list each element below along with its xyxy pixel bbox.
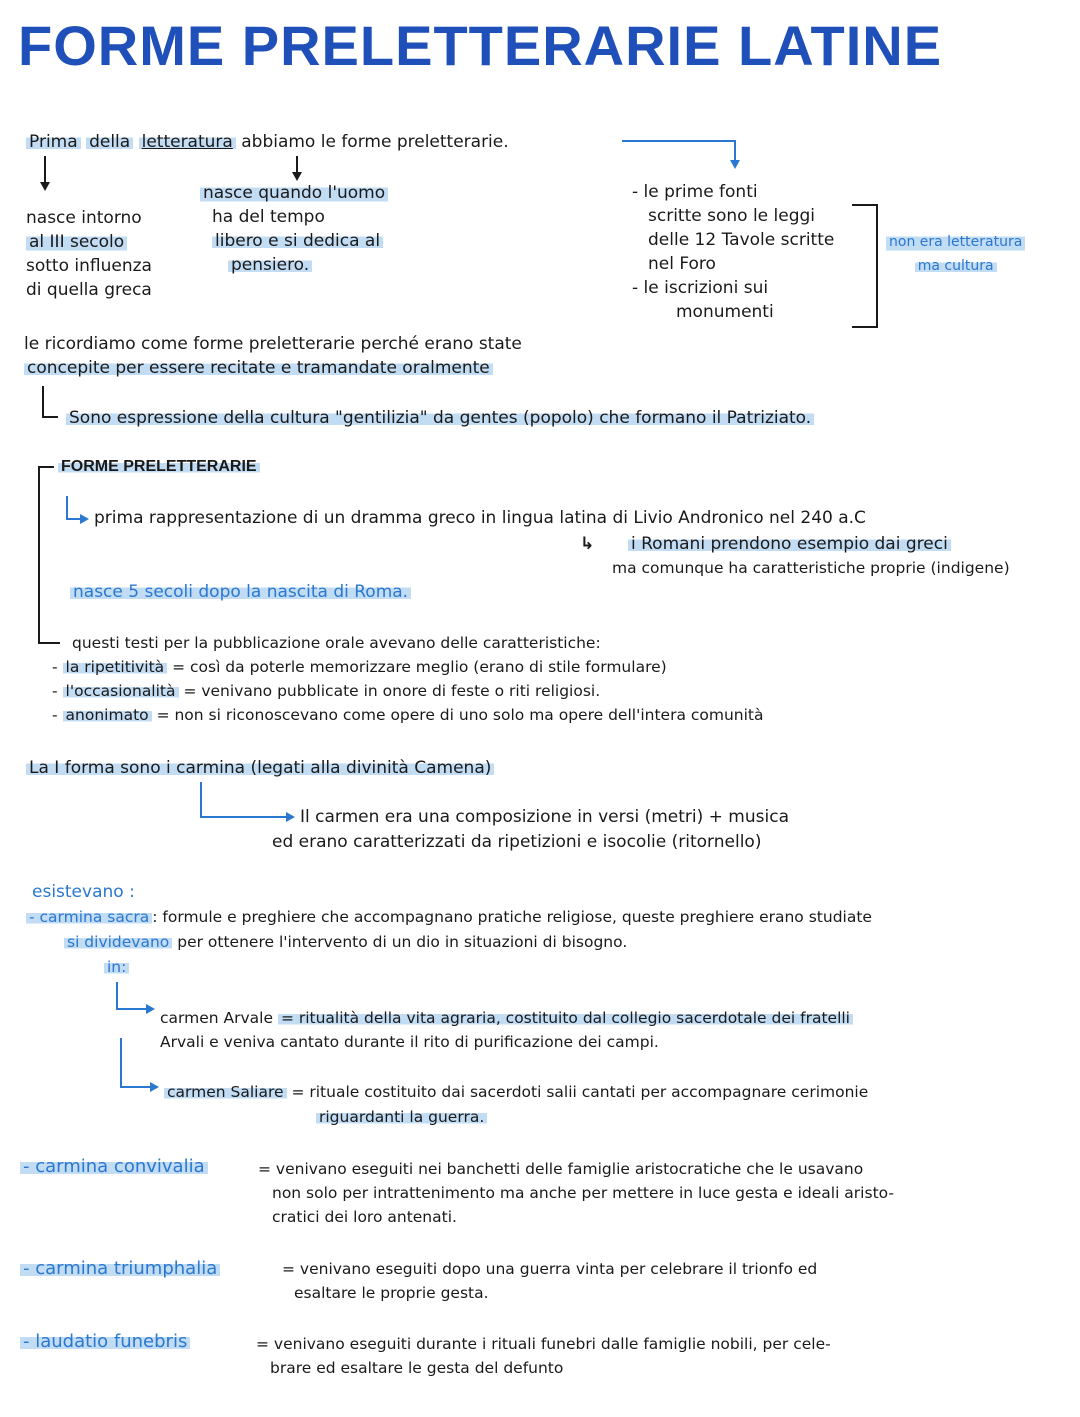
col1-block: [26, 206, 152, 302]
col3-block: [632, 180, 834, 324]
triumphalia-desc: = venivano eseguiti dopo una guerra vinta per celebrare il trionfo ed esaltare le proprie gesta.: [282, 1260, 818, 1302]
col3-note-line: non era letteratura: [886, 230, 1025, 254]
arrow-head-col1: [40, 182, 50, 191]
laudatio-term: - laudatio funebris: [20, 1330, 190, 1354]
col2-line: pensiero.: [200, 253, 388, 277]
arrow-head-col2: [292, 172, 302, 181]
col2-block: [200, 181, 388, 277]
col3-line: delle 12 Tavole scritte: [648, 230, 835, 250]
romani: i Romani prendono esempio dai greci: [628, 532, 951, 556]
arrow-carmen-h: [200, 816, 286, 818]
arvale-line: carmen Arvale = ritualità della vita agraria, costituito dal collegio sacerdotale dei fratelli: [160, 1006, 853, 1030]
arrow-arvale-head: [146, 1004, 155, 1014]
arrow-carmen-v: [200, 782, 202, 818]
caratteristiche-list: [52, 655, 764, 727]
esistevano: esistevano :: [32, 882, 135, 902]
sacra-in: in:: [104, 955, 129, 979]
arrow-testi-h: [38, 642, 60, 644]
carmen-line: Il carmen era una composizione in versi (metri) + musica: [300, 807, 789, 827]
forme-heading: FORME PRELETTERARIE: [58, 458, 260, 476]
arrow-espressione-v: [42, 386, 44, 416]
arrow-down-col1: [44, 156, 46, 182]
col1-line: sotto influenza: [26, 256, 152, 276]
col3-line: - le iscrizioni sui: [632, 278, 769, 298]
rappresentazione: prima rappresentazione di un dramma greco in lingua latina di Livio Andronico nel 240 a.C: [94, 508, 866, 528]
intro-prima: Prima: [26, 132, 81, 152]
arrow-arvale-h: [116, 1008, 146, 1010]
arrow-saliare-head: [150, 1082, 159, 1092]
col3-note: [886, 230, 1025, 278]
arrow-right-col3: [622, 140, 736, 142]
ricordiamo-line: concepite per essere recitate e tramandate oralmente: [24, 356, 522, 380]
arrow-rappr-v: [66, 496, 68, 518]
arrow-testi-v: [38, 606, 40, 642]
nasce-roma: nasce 5 secoli dopo la nascita di Roma.: [70, 580, 411, 604]
col1-line: di quella greca: [26, 280, 152, 300]
carmen-block: [300, 805, 789, 829]
carmen-line: ed erano caratterizzati da ripetizioni e isocolie (ritornello): [272, 832, 762, 852]
saliare-line-2: riguardanti la guerra.: [316, 1105, 487, 1129]
arrow-saliare-v: [120, 1038, 122, 1088]
arrow-head-col3: [730, 160, 740, 169]
saliare-line: carmen Saliare = rituale costituito dai sacerdoti salii cantati per accompagnare cerimonie: [164, 1080, 868, 1104]
arrow-down-col2: [296, 156, 298, 172]
col2-line: libero e si dedica al: [200, 229, 388, 253]
arvale-line-2: Arvali e veniva cantato durante il rito di purificazione dei campi.: [160, 1033, 659, 1051]
ricordiamo-block: [24, 332, 522, 380]
col1-line: al III secolo: [26, 230, 127, 254]
list-item: - l'occasionalità = venivano pubblicate in onore di feste o riti religiosi.: [52, 682, 601, 700]
bracket-col3: [852, 204, 878, 328]
espressione: Sono espressione della cultura "gentilizia" da gentes (popolo) che formano il Patriziato.: [66, 406, 814, 430]
arrow-arvale-v: [116, 982, 118, 1010]
sacra-line: - carmina sacra : formule e preghiere che accompagnano pratiche religiose, queste preghiere erano studiate: [26, 905, 872, 929]
col2-line: ha del tempo: [212, 207, 325, 227]
col2-line: nasce quando l'uomo: [200, 181, 388, 205]
convivalia-desc: = venivano eseguiti nei banchetti delle famiglie aristocratiche che le usavano non solo per intrattenimento ma anche per mettere in luce gesta e ideali aristo- cratici dei loro antenati.: [258, 1160, 895, 1226]
arrow-rappr-head: [80, 514, 89, 524]
arrow-saliare-h: [120, 1086, 150, 1088]
list-item: - la ripetitività = così da poterle memorizzare meglio (erano di stile formulare): [52, 658, 667, 676]
col3-line: scritte sono le leggi: [648, 206, 816, 226]
bracket-forme: [38, 466, 54, 642]
col3-line: - le prime fonti: [632, 182, 758, 202]
col3-line: nel Foro: [648, 254, 716, 274]
intro-letteratura: letteratura: [139, 132, 236, 152]
prima-forma: La I forma sono i carmina (legati alla divinità Camena): [26, 756, 494, 780]
triumphalia-term: - carmina triumphalia: [20, 1257, 220, 1281]
col1-line: nasce intorno: [26, 208, 142, 228]
list-item: - anonimato = non si riconoscevano come opere di uno solo ma opere dell'intera comunità: [52, 706, 764, 724]
sacra-line-2: si dividevano per ottenere l'intervento di un dio in situazioni di bisogno.: [64, 930, 627, 954]
comunque: ma comunque ha caratteristiche proprie (indigene): [612, 559, 1010, 577]
intro-della: della: [86, 132, 133, 152]
arrow-rappr-h: [66, 518, 80, 520]
intro-line: [26, 130, 509, 154]
col3-note-line: ma cultura: [915, 258, 997, 274]
testi-intro: questi testi per la pubblicazione orale avevano delle caratteristiche:: [72, 634, 601, 652]
arrow-romani: ↳: [580, 534, 595, 554]
laudatio-desc: = venivano eseguiti durante i rituali funebri dalle famiglie nobili, per cele- brare ed esaltare le gesta del defunto: [256, 1335, 831, 1377]
ricordiamo-line: le ricordiamo come forme preletterarie perché erano state: [24, 334, 522, 354]
arrow-down-col3: [734, 140, 736, 160]
col3-line: monumenti: [676, 302, 774, 322]
arrow-espressione-h: [42, 416, 58, 418]
carmen-block-2: [272, 830, 761, 854]
convivalia-term: - carmina convivalia: [20, 1155, 208, 1179]
arrow-carmen-head: [286, 812, 295, 822]
page-title: FORME PRELETTERARIE LATINE: [18, 14, 943, 77]
intro-rest: abbiamo le forme preletterarie.: [241, 132, 509, 152]
